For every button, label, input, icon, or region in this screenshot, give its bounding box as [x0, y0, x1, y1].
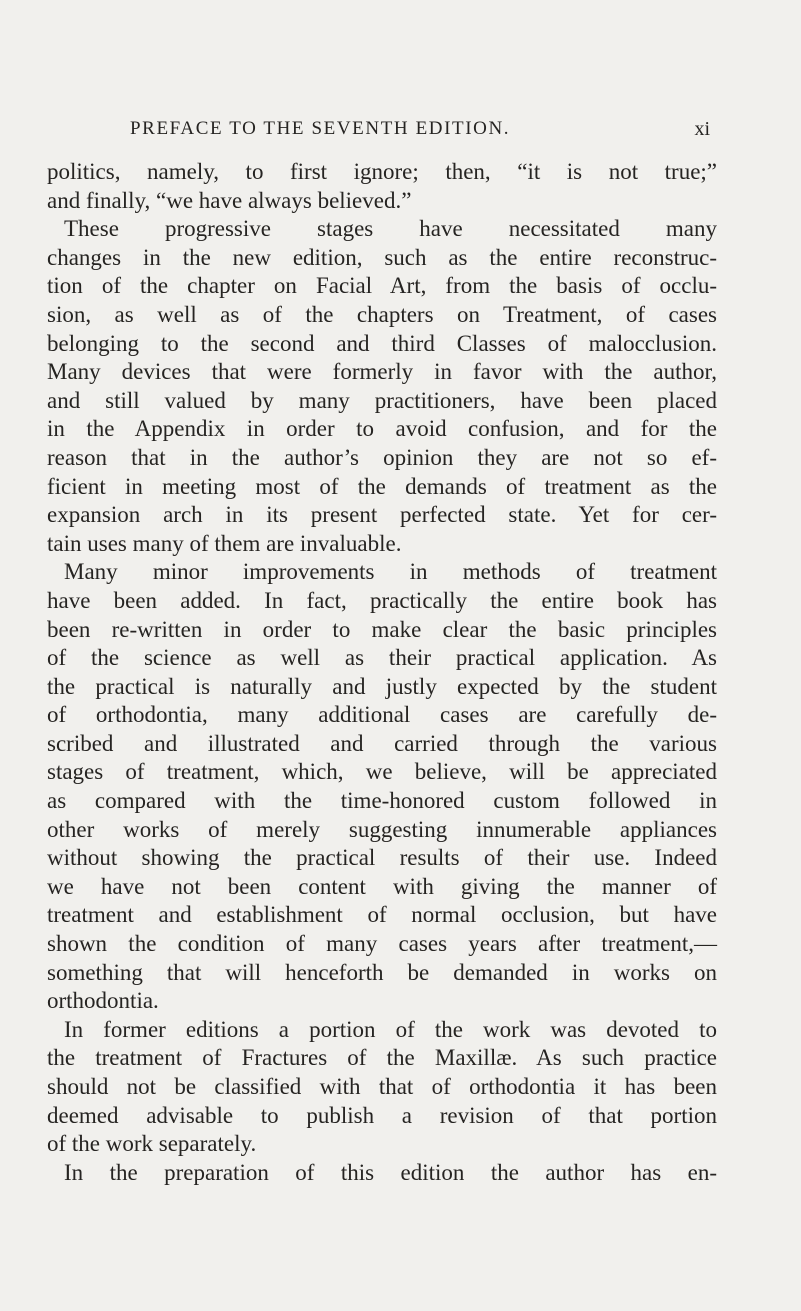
running-head: PREFACE TO THE SEVENTH EDITION. [130, 118, 511, 139]
text-line: something that will henceforth be demanded in works on [47, 959, 717, 985]
text-line: expansion arch in its present perfected state. Yet for cer- [47, 502, 717, 528]
text-line: sion, as well as of the chapters on Treatment, of cases [47, 301, 717, 327]
text-line: of orthodontia, many additional cases are carefully de- [47, 702, 717, 728]
text-line: politics, namely, to first ignore; then, “it is not true;” [47, 159, 717, 184]
text-line: the treatment of Fractures of the Maxillæ. As such practice [47, 1045, 717, 1071]
text-line: treatment and establishment of normal occlusion, but have [47, 902, 717, 928]
page-number: xi [694, 118, 710, 140]
text-line: In former editions a portion of the work was devoted to [64, 1016, 717, 1042]
text-line: orthodontia. [47, 988, 159, 1014]
text-line: In the preparation of this edition the author has en- [64, 1159, 717, 1185]
text-line: should not be classified with that of orthodontia it has been [47, 1074, 717, 1099]
text-line: without showing the practical results of their use. Indeed [47, 845, 717, 871]
page-header [130, 118, 710, 146]
text-line: These progressive stages have necessitated many [64, 216, 717, 242]
text-line: changes in the new edition, such as the entire reconstruc- [47, 244, 717, 270]
text-line: have been added. In fact, practically the entire book has [47, 587, 717, 613]
text-line: as compared with the time-honored custom followed in [47, 788, 717, 814]
text-line: been re-written in order to make clear the basic principles [47, 616, 717, 642]
text-line: stages of treatment, which, we believe, will be appreciated [47, 759, 717, 785]
text-line: tion of the chapter on Facial Art, from the basis of occlu- [47, 273, 717, 299]
text-line: in the Appendix in order to avoid confusion, and for the [47, 416, 717, 442]
text-line: other works of merely suggesting innumerable appliances [47, 816, 717, 842]
text-line: of the work separately. [47, 1131, 257, 1157]
text-line: shown the condition of many cases years after treatment,— [47, 931, 717, 957]
text-line: and finally, “we have always believed.” [47, 187, 412, 213]
text-line: we have not been content with giving the manner of [47, 873, 717, 899]
text-line: reason that in the author’s opinion they are not so ef- [47, 444, 717, 470]
text-line: Many minor improvements in methods of treatment [64, 559, 717, 585]
text-line: and still valued by many practitioners, have been placed [47, 387, 717, 413]
text-line: deemed advisable to publish a revision of that portion [47, 1102, 717, 1128]
text-line: belonging to the second and third Classes of malocclusion. [47, 330, 717, 356]
text-line: of the science as well as their practical application. As [47, 645, 717, 671]
text-line: scribed and illustrated and carried through the various [47, 730, 717, 756]
body-text [47, 158, 717, 1187]
text-line: tain uses many of them are invaluable. [47, 530, 402, 556]
text-line: the practical is naturally and justly expected by the student [47, 673, 717, 699]
text-line: Many devices that were formerly in favor with the author, [47, 359, 717, 385]
text-line: ficient in meeting most of the demands of treatment as the [47, 473, 717, 499]
